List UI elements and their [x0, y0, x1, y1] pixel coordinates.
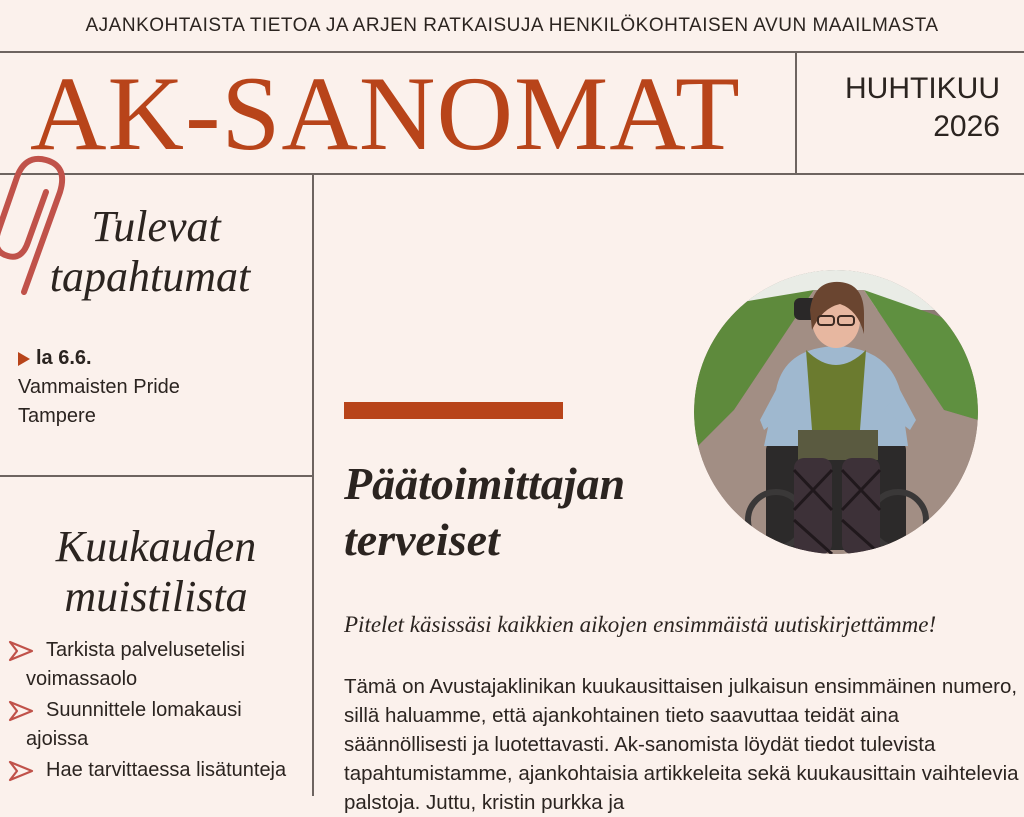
memo-list	[8, 636, 298, 787]
event-item[interactable]	[18, 344, 180, 431]
memo-item	[8, 696, 298, 754]
accent-bar	[344, 402, 563, 419]
header-divider	[795, 53, 797, 174]
memo-item-text: Suunnittele lomakausi ajoissa	[26, 699, 242, 750]
memo-heading	[0, 522, 312, 622]
editorial-heading-line2: terveiset	[344, 514, 500, 565]
sidebar-section-rule	[0, 475, 313, 477]
header-bottom-rule	[0, 173, 1024, 175]
event-location: Tampere	[18, 405, 96, 427]
events-heading-line2: tapahtumat	[49, 252, 251, 301]
memo-item-text: Hae tarvittaessa lisätunteja	[46, 759, 287, 781]
memo-heading-line1: Kuukauden	[55, 522, 257, 571]
issue-month: HUHTIKUU	[845, 72, 1000, 105]
arrow-bullet-icon	[8, 640, 34, 662]
issue-date	[800, 70, 1000, 146]
event-date: la 6.6.	[36, 347, 92, 369]
tagline: AJANKOHTAISTA TIETOA JA ARJEN RATKAISUJA HENKILÖKOHTAISEN AVUN MAAILMASTA	[85, 15, 939, 36]
editorial-heading-line1: Päätoimittajan	[344, 458, 626, 509]
arrow-bullet-icon	[8, 700, 34, 722]
memo-item	[8, 756, 298, 785]
triangle-bullet-icon	[18, 352, 30, 366]
editorial-body: Tämä on Avustajaklinikan kuukausittaisen julkaisun ensimmäinen numero, sillä haluamme, että ajankohtainen tieto saavuttaa teidät aina säännöllisesti ja luotettavasti. Ak-sanomista löydät tiedot tulevista tapahtumistamme, ajankohtaisia artikkeleita sekä kuukausittain vaihtelevia palstoja. Juttu, kristin purkka ja	[344, 675, 1019, 814]
events-heading-line1: Tulevat	[91, 202, 221, 251]
sidebar-divider	[312, 175, 314, 796]
header-top-rule	[0, 51, 1024, 53]
memo-item	[8, 636, 298, 694]
arrow-bullet-icon	[8, 760, 34, 782]
memo-item-text: Tarkista palvelusetelisi voimassaolo	[26, 639, 245, 690]
newsletter-title: AK-SANOMAT	[30, 55, 741, 172]
editorial-heading	[344, 456, 704, 568]
editor-photo	[694, 270, 978, 554]
events-heading	[0, 202, 300, 302]
event-name: Vammaisten Pride	[18, 376, 180, 398]
issue-year: 2026	[933, 110, 1000, 143]
memo-heading-line2: muistilista	[64, 572, 248, 621]
editorial-lead: Pitelet käsissäsi kaikkien aikojen ensimmäistä uutiskirjettämme!	[344, 612, 937, 637]
